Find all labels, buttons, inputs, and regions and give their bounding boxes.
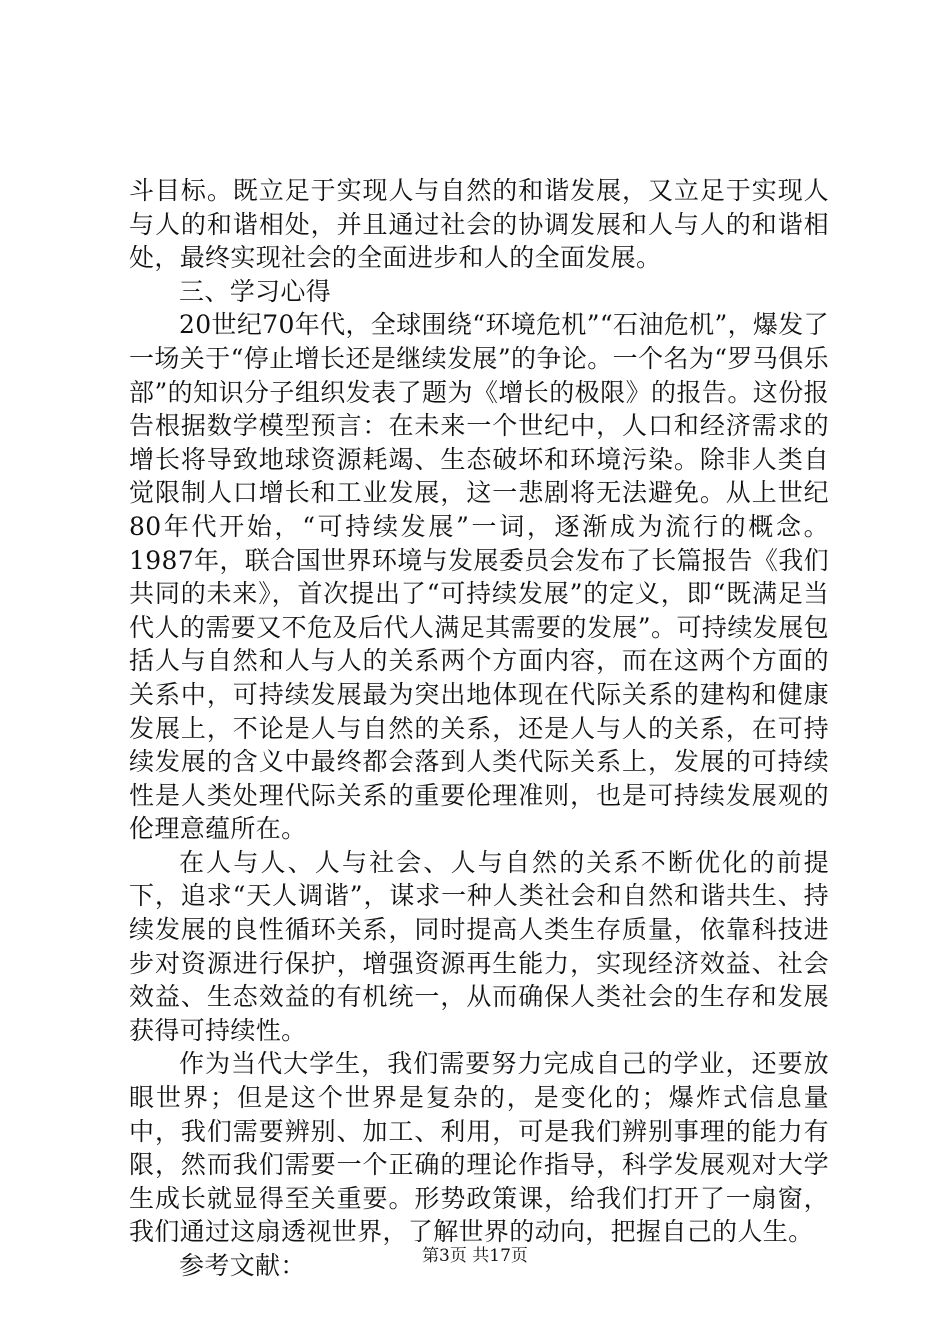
paragraph-students: 作为当代大学生，我们需要努力完成自己的学业，还要放眼世界；但是这个世界是复杂的，是变化的；爆炸式信息量中，我们需要辨别、加工、利用，可是我们辨别事理的能力有限，然而我们需要一个正确的理论作指导，科学发展观对大学生成长就显得至关重要。形势政策课，给我们打开了一扇窗，我们通过这扇透视世界，了解世界的动向，把握自己的人生。 <box>129 1049 829 1247</box>
paragraph-continuation: 斗目标。既立足于实现人与自然的和谐发展，又立足于实现人与人的和谐相处，并且通过社会的协调发展和人与人的和谐相处，最终实现社会的全面进步和人的全面发展。 <box>129 176 829 273</box>
paragraph-sustainable-development: 20世纪70年代，全球围绕“环境危机”“石油危机”，爆发了一场关于“停止增长还是继续发展”的争论。一个名为“罗马俱乐部”的知识分子组织发表了题为《增长的极限》的报告。这份报告根据数学模型预言：在未来一个世纪中，人口和经济需求的增长将导致地球资源耗竭、生态破坏和环境污染。除非人类自觉限制人口增长和工业发展，这一悲剧将无法避免。从上世纪80年代开始，“可持续发展”一词，逐渐成为流行的概念。1987年，联合国世界环境与发展委员会发布了长篇报告《我们共同的未来》，首次提出了“可持续发展”的定义，即“既满足当代人的需要又不危及后代人满足其需要的发展”。可持续发展包括人与自然和人与人的关系两个方面内容，而在这两个方面的关系中，可持续发展最为突出地体现在代际关系的建构和健康发展上，不论是人与自然的关系，还是人与人的关系，在可持续发展的含义中最终都会落到人类代际关系上，发展的可持续性是人类处理代际关系的重要伦理准则，也是可持续发展观的伦理意蕴所在。 <box>129 310 829 844</box>
page-number-footer: 第3页 共17页 <box>422 1246 528 1266</box>
section-heading: 三、学习心得 <box>179 276 332 306</box>
paragraph-harmony: 在人与人、人与社会、人与自然的关系不断优化的前提下，追求“天人调谐”，谋求一种人类社会和自然和谐共生、持续发展的良性循环关系，同时提高人类生存质量，依靠科技进步对资源进行保护，增强资源再生能力，实现经济效益、社会效益、生态效益的有机统一，从而确保人类社会的生存和发展获得可持续性。 <box>129 847 829 1045</box>
document-body <box>129 174 829 1283</box>
references-heading: 参考文献： <box>179 1251 306 1280</box>
